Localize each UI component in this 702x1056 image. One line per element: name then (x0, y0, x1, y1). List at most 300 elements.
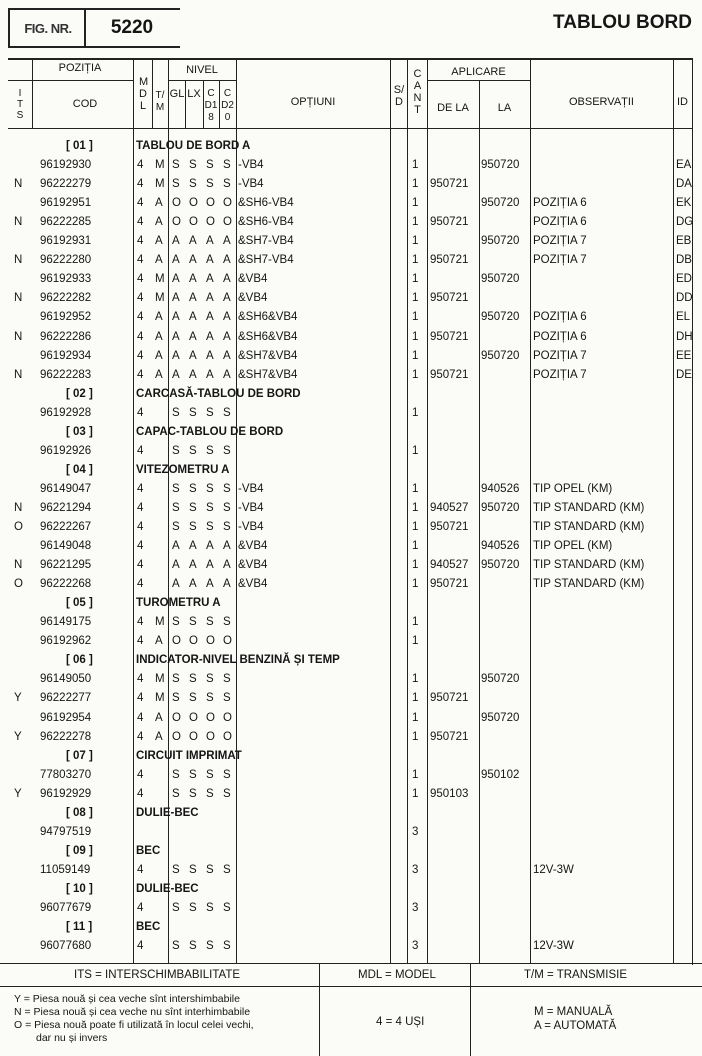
table-row (0, 861, 702, 880)
cell-obs: 12V-3W (533, 863, 574, 876)
cell-cod: 96077680 (40, 940, 92, 953)
cell-id: DB (676, 254, 692, 267)
header-aplicare: APLICARE (451, 66, 506, 78)
table-row (0, 175, 702, 194)
cell-cd20: S (223, 521, 231, 533)
cell-lx: S (189, 787, 197, 800)
legend-divider (0, 986, 702, 987)
cell-gl: A (172, 311, 180, 324)
figure-label: FIG. NR. (8, 8, 86, 48)
cell-obs: TIP OPEL (KM) (533, 540, 613, 553)
cell-lx: S (189, 501, 197, 514)
cell-lx: A (189, 311, 197, 324)
cell-la: 950102 (481, 768, 520, 781)
cell-tm: A (155, 197, 163, 210)
cell-lx: A (189, 368, 197, 381)
header-dela: DE LA (437, 102, 469, 114)
cell-cd18: S (206, 159, 214, 172)
cell-opt: &SH6-VB4 (238, 197, 294, 210)
cell-cd20: A (223, 578, 231, 591)
cell-la: 950720 (481, 349, 520, 362)
cell-cant: 1 (412, 501, 419, 514)
cell-dela: 950721 (430, 578, 469, 591)
cell-cd20: A (223, 254, 231, 267)
table-row (0, 632, 702, 651)
table-row (0, 251, 702, 270)
grid-line (32, 58, 33, 128)
cell-gl: S (172, 673, 180, 686)
page-title: TABLOU BORD (553, 12, 692, 33)
cell-cod: 96149175 (40, 616, 92, 629)
legend-n: N = Piesa nouă și cea veche nu sînt interhimbabile (14, 1006, 251, 1018)
cell-tm: A (155, 330, 163, 343)
cell-lx: S (189, 940, 197, 953)
table-row (0, 194, 702, 213)
cell-lx: S (189, 616, 197, 629)
cell-mdl: 4 (137, 616, 144, 629)
cell-obs: TIP STANDARD (KM) (533, 559, 645, 572)
cell-cant: 1 (412, 692, 419, 705)
cell-gl: S (172, 616, 180, 629)
cell-its: Y (14, 730, 22, 743)
cell-mdl: 4 (137, 673, 144, 686)
cell-dela: 950721 (430, 730, 469, 743)
cell-cant: 3 (412, 863, 419, 876)
cell-tm: M (155, 673, 165, 686)
cell-cd20: S (223, 501, 231, 514)
cell-cd18: O (206, 711, 215, 724)
cell-tm: M (155, 292, 165, 305)
cell-cd18: S (206, 406, 214, 419)
cell-opt: &SH7&VB4 (238, 368, 298, 381)
cell-cant: 1 (412, 368, 419, 381)
cell-mdl: 4 (137, 902, 144, 914)
cell-cod: 96149047 (40, 482, 92, 495)
cell-its: Y (14, 692, 22, 705)
table-row (0, 689, 702, 708)
cell-obs: TIP STANDARD (KM) (533, 501, 645, 514)
cell-gl: O (172, 216, 181, 229)
cell-gl: S (172, 521, 180, 533)
cell-its: Y (14, 787, 22, 800)
cell-tm: A (155, 235, 163, 248)
section-position: [ 08 ] (66, 806, 93, 819)
section-position: [ 03 ] (66, 425, 93, 438)
header-cant-text: CANT (413, 68, 422, 116)
cell-cant: 1 (412, 730, 419, 743)
cell-cd18: S (206, 521, 214, 533)
header-mdl (134, 76, 152, 112)
cell-dela: 950721 (430, 178, 469, 191)
section-name: CIRCUIT IMPRIMAT (136, 749, 242, 762)
cell-lx: S (189, 178, 197, 191)
cell-lx: S (189, 768, 197, 781)
cell-cd20: O (223, 635, 232, 648)
section-row (0, 651, 702, 670)
cell-cd20: S (223, 616, 231, 629)
cell-lx: A (189, 330, 197, 343)
section-position: [ 04 ] (66, 463, 93, 476)
cell-cd18: S (206, 178, 214, 191)
table-row (0, 270, 702, 289)
cell-its: N (14, 501, 23, 514)
cell-cant: 1 (412, 673, 419, 686)
cell-gl: A (172, 368, 180, 381)
cell-obs: 12V-3W (533, 940, 574, 953)
cell-mdl: 4 (137, 559, 144, 572)
cell-cd18: A (206, 349, 214, 362)
section-row (0, 747, 702, 766)
cell-cant: 1 (412, 349, 419, 362)
cell-cd18: S (206, 692, 214, 705)
cell-mdl: 4 (137, 501, 144, 514)
header-optiuni: OPȚIUNI (290, 96, 336, 108)
cell-opt: -VB4 (238, 501, 264, 514)
table-row (0, 785, 702, 804)
cell-cod: 96222285 (40, 216, 92, 229)
cell-cod: 96222279 (40, 178, 92, 191)
figure-number: 5220 (84, 8, 180, 48)
header-observatii: OBSERVAȚII (568, 96, 634, 108)
table-row (0, 289, 702, 308)
cell-cd20: S (223, 444, 231, 457)
cell-obs: POZIȚIA 7 (533, 235, 587, 248)
table-row (0, 366, 702, 385)
cell-dela: 950721 (430, 521, 469, 533)
cell-cd18: A (206, 273, 214, 286)
cell-mdl: 4 (137, 235, 144, 248)
cell-cant: 1 (412, 235, 419, 248)
cell-mdl: 4 (137, 635, 144, 648)
cell-cant: 1 (412, 178, 419, 191)
cell-cant: 3 (412, 940, 419, 953)
cell-lx: O (189, 730, 198, 743)
cell-la: 950720 (481, 159, 520, 172)
section-position: [ 06 ] (66, 654, 93, 667)
cell-mdl: 4 (137, 787, 144, 800)
cell-gl: S (172, 178, 180, 191)
cell-dela: 950721 (430, 216, 469, 229)
header-cd18-text: CD18 (204, 88, 218, 123)
header-id: ID (677, 96, 688, 108)
cell-opt: -VB4 (238, 482, 264, 495)
table-row (0, 613, 702, 632)
table-row (0, 575, 702, 594)
cell-dela: 940527 (430, 559, 469, 572)
cell-id: EK (676, 197, 692, 210)
cell-cant: 1 (412, 330, 419, 343)
cell-obs: POZIȚIA 7 (533, 368, 587, 381)
table-row (0, 499, 702, 518)
cell-tm: A (155, 349, 163, 362)
grid-line (168, 80, 236, 81)
cell-cd18: S (206, 444, 214, 457)
cell-lx: A (189, 235, 197, 248)
section-position: [ 11 ] (66, 921, 93, 934)
cell-la: 940526 (481, 482, 520, 495)
cell-cd18: A (206, 540, 214, 553)
cell-gl: S (172, 940, 180, 953)
cell-cant: 1 (412, 292, 419, 305)
cell-cd18: S (206, 616, 214, 629)
cell-opt: &SH6&VB4 (238, 330, 298, 343)
header-nivel: NIVEL (186, 64, 218, 76)
cell-opt: &SH7&VB4 (238, 349, 298, 362)
cell-its: O (14, 578, 23, 591)
cell-lx: S (189, 521, 197, 533)
cell-mdl: 4 (137, 540, 144, 553)
legend-divider (319, 964, 320, 1056)
cell-mdl: 4 (137, 178, 144, 191)
cell-gl: A (172, 540, 180, 553)
grid-line (8, 128, 692, 129)
cell-dela: 950721 (430, 254, 469, 267)
cell-cod: 96149048 (40, 540, 92, 553)
cell-cd20: O (223, 730, 232, 743)
cell-cod: 96192929 (40, 787, 92, 800)
cell-cod: 96222277 (40, 692, 92, 705)
cell-gl: A (172, 330, 180, 343)
cell-cant: 1 (412, 711, 419, 724)
section-row (0, 842, 702, 861)
cell-cd20: A (223, 349, 231, 362)
cell-opt: &SH7-VB4 (238, 235, 294, 248)
cell-obs: POZIȚIA 6 (533, 330, 587, 343)
cell-lx: S (189, 863, 197, 876)
cell-lx: A (189, 559, 197, 572)
cell-cd18: S (206, 768, 214, 781)
cell-cod: 11059149 (40, 863, 91, 876)
cell-cod: 96192933 (40, 273, 92, 286)
cell-obs: TIP STANDARD (KM) (533, 521, 645, 533)
cell-its: N (14, 216, 23, 229)
table-row (0, 728, 702, 747)
legend-usi: 4 = 4 UȘI (376, 1016, 425, 1028)
cell-opt: -VB4 (238, 159, 264, 172)
cell-cd18: S (206, 501, 214, 514)
cell-cd20: A (223, 273, 231, 286)
cell-id: EB (676, 235, 692, 248)
section-row (0, 461, 702, 480)
cell-cd18: A (206, 578, 214, 591)
cell-gl: A (172, 292, 180, 305)
cell-id: DG (676, 216, 694, 229)
cell-mdl: 4 (137, 159, 144, 172)
cell-tm: M (155, 692, 165, 705)
cell-its: N (14, 178, 23, 191)
cell-mdl: 4 (137, 273, 144, 286)
cell-id: DH (676, 330, 693, 343)
cell-mdl: 4 (137, 482, 144, 495)
cell-cant: 1 (412, 540, 419, 553)
cell-mdl: 4 (137, 863, 144, 876)
cell-cd20: A (223, 559, 231, 572)
cell-lx: A (189, 349, 197, 362)
section-row (0, 804, 702, 823)
cell-gl: S (172, 902, 180, 914)
section-row (0, 423, 702, 442)
cell-cod: 96077679 (40, 902, 92, 914)
header-lx: LX (187, 88, 201, 100)
cell-mdl: 4 (137, 406, 144, 419)
cell-cd20: A (223, 235, 231, 248)
cell-cant: 1 (412, 578, 419, 591)
cell-its: O (14, 521, 23, 533)
cell-gl: A (172, 254, 180, 267)
cell-gl: A (172, 235, 180, 248)
cell-cd18: S (206, 787, 214, 800)
cell-tm: M (155, 273, 165, 286)
legend-tm: T/M = TRANSMISIE (524, 969, 627, 981)
section-row (0, 385, 702, 404)
cell-cd18: S (206, 673, 214, 686)
cell-la: 950720 (481, 711, 520, 724)
cell-cod: 96192926 (40, 444, 92, 457)
cell-cant: 1 (412, 159, 419, 172)
cell-opt: -VB4 (238, 178, 264, 191)
header-la: LA (497, 102, 512, 114)
cell-lx: S (189, 482, 197, 495)
cell-obs: POZIȚIA 6 (533, 197, 587, 210)
cell-opt: &SH6&VB4 (238, 311, 298, 324)
cell-cd18: O (206, 197, 215, 210)
cell-cant: 1 (412, 521, 419, 533)
cell-cant: 1 (412, 273, 419, 286)
cell-cod: 96192962 (40, 635, 92, 648)
cell-its: N (14, 368, 23, 381)
cell-its: N (14, 254, 23, 267)
header-pozitia: POZIȚIA (58, 62, 102, 74)
cell-lx: A (189, 292, 197, 305)
cell-opt: &VB4 (238, 559, 268, 572)
header-sd: S/D (393, 84, 405, 108)
cell-mdl: 4 (137, 368, 144, 381)
header-its (8, 88, 32, 121)
cell-cant: 1 (412, 444, 419, 457)
header-tm: T/M (155, 90, 165, 113)
cell-id: ED (676, 273, 692, 286)
cell-gl: S (172, 406, 180, 419)
section-row (0, 137, 702, 156)
table-row (0, 213, 702, 232)
legend-its: ITS = INTERSCHIMBABILITATE (74, 969, 241, 981)
cell-cd18: A (206, 235, 214, 248)
table-row (0, 670, 702, 689)
cell-cd18: A (206, 254, 214, 267)
cell-gl: S (172, 482, 180, 495)
cell-opt: &SH7-VB4 (238, 254, 294, 267)
section-position: [ 09 ] (66, 844, 93, 857)
cell-mdl: 4 (137, 330, 144, 343)
cell-mdl: 4 (137, 692, 144, 705)
cell-lx: S (189, 444, 197, 457)
cell-tm: M (155, 616, 165, 629)
cell-tm: A (155, 730, 163, 743)
cell-lx: O (189, 711, 198, 724)
cell-cod: 96222286 (40, 330, 92, 343)
cell-its: N (14, 330, 23, 343)
cell-cd20: S (223, 178, 231, 191)
cell-opt: -VB4 (238, 521, 264, 533)
cell-obs: TIP OPEL (KM) (533, 482, 613, 495)
cell-cd20: O (223, 216, 232, 229)
section-name: VITEZOMETRU A (136, 463, 230, 476)
header-its-text: ITS (16, 88, 24, 121)
table-row (0, 442, 702, 461)
section-name: BEC (136, 844, 161, 857)
cell-gl: S (172, 444, 180, 457)
cell-dela: 950103 (430, 787, 469, 800)
cell-cod: 96149050 (40, 673, 92, 686)
cell-cd18: A (206, 330, 214, 343)
section-row (0, 880, 702, 899)
cell-gl: S (172, 692, 180, 705)
cell-cod: 96192954 (40, 711, 92, 724)
cell-cod: 96222283 (40, 368, 92, 381)
cell-lx: O (189, 197, 198, 210)
cell-la: 950720 (481, 273, 520, 286)
cell-lx: A (189, 578, 197, 591)
cell-mdl: 4 (137, 197, 144, 210)
cell-obs: TIP STANDARD (KM) (533, 578, 645, 591)
table-row (0, 328, 702, 347)
cell-mdl: 4 (137, 940, 144, 953)
cell-dela: 940527 (430, 501, 469, 514)
section-position: [ 01 ] (66, 140, 93, 152)
cell-tm: A (155, 711, 163, 724)
cell-gl: A (172, 273, 180, 286)
cell-cant: 1 (412, 768, 419, 781)
table-row (0, 899, 702, 918)
cell-cant: 1 (412, 216, 419, 229)
cell-gl: S (172, 768, 180, 781)
header-cod: COD (72, 98, 98, 110)
cell-mdl: 4 (137, 216, 144, 229)
cell-mdl: 4 (137, 578, 144, 591)
legend-o: O = Piesa nouă poate fi utilizată în locul celei vechi, (14, 1019, 254, 1031)
cell-cd20: O (223, 197, 232, 210)
cell-cd18: S (206, 863, 214, 876)
cell-id: DA (676, 178, 692, 191)
cell-tm: A (155, 254, 163, 267)
cell-lx: S (189, 673, 197, 686)
legend-o-cont: dar nu și invers (36, 1032, 108, 1044)
cell-tm: M (155, 159, 165, 172)
cell-cod: 96192951 (40, 197, 92, 210)
cell-cd18: A (206, 292, 214, 305)
section-row (0, 594, 702, 613)
table-row (0, 156, 702, 175)
cell-tm: A (155, 216, 163, 229)
cell-lx: S (189, 902, 197, 914)
cell-obs: POZIȚIA 6 (533, 311, 587, 324)
cell-gl: S (172, 159, 180, 172)
cell-dela: 950721 (430, 368, 469, 381)
cell-gl: O (172, 711, 181, 724)
cell-gl: S (172, 787, 180, 800)
section-position: [ 10 ] (66, 882, 93, 895)
cell-la: 950720 (481, 501, 520, 514)
cell-cd20: A (223, 540, 231, 553)
header-cd20-text: CD20 (221, 88, 234, 123)
table-row (0, 823, 702, 842)
cell-cd20: A (223, 330, 231, 343)
table-row (0, 480, 702, 499)
cell-id: DD (676, 292, 693, 305)
cell-cod: 96222268 (40, 578, 92, 591)
legend-y: Y = Piesa nouă și cea veche sînt intershimbabile (14, 993, 240, 1005)
cell-its: N (14, 292, 23, 305)
